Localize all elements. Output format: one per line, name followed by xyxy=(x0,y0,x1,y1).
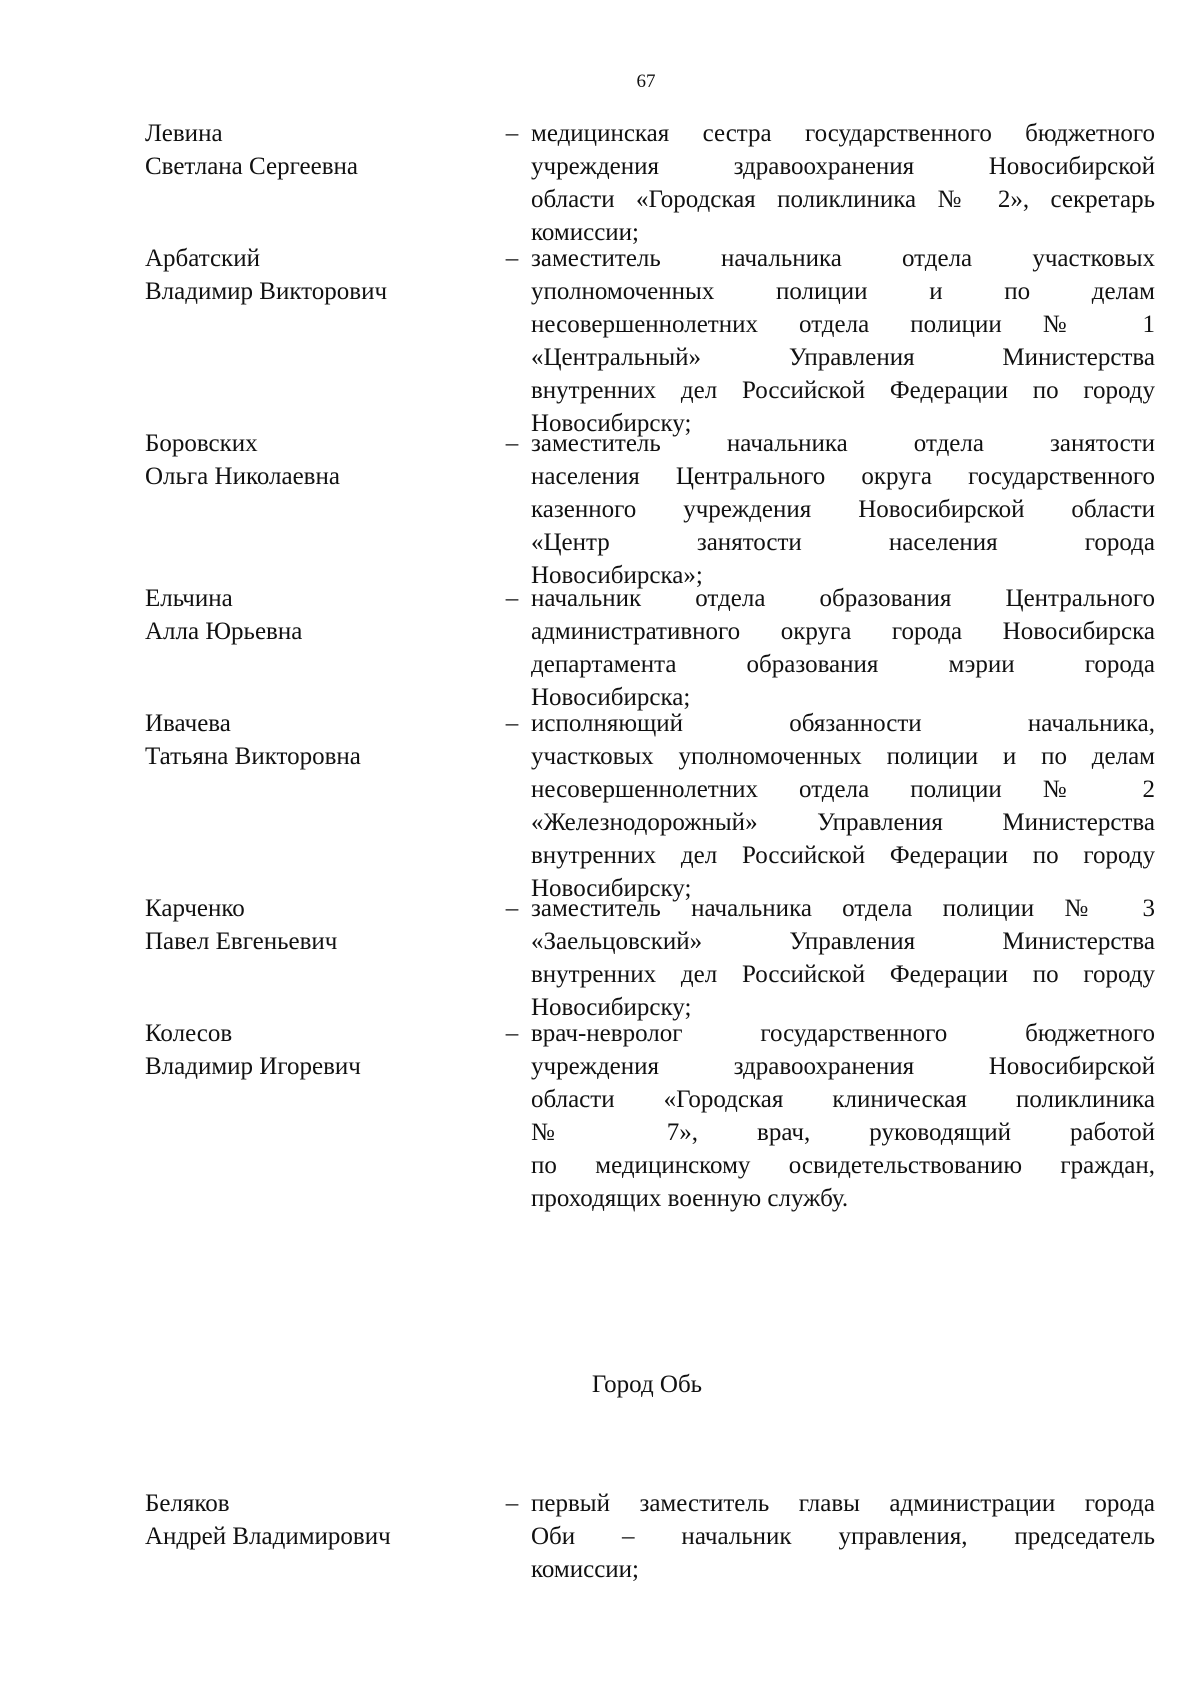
member-surname: Карченко xyxy=(145,895,245,922)
position-line: учреждения здравоохранения Новосибирской xyxy=(531,153,1155,180)
position-line: уполномоченных полиции и по делам xyxy=(531,278,1155,305)
member-position xyxy=(531,582,1155,714)
position-line: области «Городская клиническая поликлиника xyxy=(531,1086,1155,1113)
position-line: «Железнодорожный» Управления Министерства xyxy=(531,809,1155,836)
member-surname: Ивачева xyxy=(145,710,231,737)
position-line: врач-невролог государственного бюджетного xyxy=(531,1020,1155,1047)
position-line: Новосибирску; xyxy=(531,410,692,437)
member-name xyxy=(145,707,485,773)
position-line: Новосибирску; xyxy=(531,875,692,902)
member-position xyxy=(531,1487,1155,1586)
position-line: административного округа города Новосибирска xyxy=(531,618,1155,645)
member-position xyxy=(531,427,1155,592)
section-title: Город Обь xyxy=(591,1371,703,1398)
position-line: заместитель начальника отдела занятости xyxy=(531,430,1155,457)
position-line: Новосибирску; xyxy=(531,994,692,1021)
position-line: проходящих военную службу. xyxy=(531,1185,849,1212)
member-position xyxy=(531,117,1155,249)
position-line: комиссии; xyxy=(531,1556,639,1583)
separator-dash: – xyxy=(505,430,519,457)
member-given-names: Ольга Николаевна xyxy=(145,463,340,490)
position-line: Новосибирска»; xyxy=(531,562,703,589)
separator-dash: – xyxy=(505,585,519,612)
position-line: несовершеннолетних отдела полиции № 2 xyxy=(531,776,1155,803)
member-surname: Левина xyxy=(145,120,223,147)
member-surname: Арбатский xyxy=(145,245,260,272)
position-line: казенного учреждения Новосибирской области xyxy=(531,496,1155,523)
member-position xyxy=(531,707,1155,905)
position-line: исполняющий обязанности начальника, xyxy=(531,710,1155,737)
member-name xyxy=(145,1487,485,1553)
member-name xyxy=(145,892,485,958)
member-given-names: Владимир Игоревич xyxy=(145,1053,361,1080)
position-line: комиссии; xyxy=(531,219,639,246)
member-given-names: Алла Юрьевна xyxy=(145,618,303,645)
position-line: области «Городская поликлиника № 2», секретарь xyxy=(531,186,1155,213)
member-surname: Боровских xyxy=(145,430,258,457)
position-line: участковых уполномоченных полиции и по делам xyxy=(531,743,1155,770)
position-line: несовершеннолетних отдела полиции № 1 xyxy=(531,311,1155,338)
page-number: 67 xyxy=(636,71,656,92)
position-line: № 7», врач, руководящий работой xyxy=(531,1119,1155,1146)
member-position xyxy=(531,892,1155,1024)
member-name xyxy=(145,117,485,183)
separator-dash: – xyxy=(505,1020,519,1047)
separator-dash: – xyxy=(505,245,519,272)
position-line: населения Центрального округа государственного xyxy=(531,463,1155,490)
member-name xyxy=(145,242,485,308)
member-given-names: Павел Евгеньевич xyxy=(145,928,338,955)
position-line: «Центральный» Управления Министерства xyxy=(531,344,1155,371)
member-name xyxy=(145,1017,485,1083)
position-line: внутренних дел Российской Федерации по городу xyxy=(531,842,1155,869)
position-line: внутренних дел Российской Федерации по городу xyxy=(531,961,1155,988)
member-given-names: Светлана Сергеевна xyxy=(145,153,359,180)
member-surname: Колесов xyxy=(145,1020,233,1047)
member-position xyxy=(531,242,1155,440)
position-line: начальник отдела образования Центрального xyxy=(531,585,1155,612)
position-line: «Центр занятости населения города xyxy=(531,529,1155,556)
member-given-names: Татьяна Викторовна xyxy=(145,743,361,770)
position-line: Новосибирска; xyxy=(531,684,691,711)
member-surname: Беляков xyxy=(145,1490,230,1517)
position-line: заместитель начальника отдела полиции № 3 xyxy=(531,895,1155,922)
position-line: учреждения здравоохранения Новосибирской xyxy=(531,1053,1155,1080)
member-surname: Ельчина xyxy=(145,585,233,612)
member-name xyxy=(145,582,485,648)
separator-dash: – xyxy=(505,1490,519,1517)
position-line: медицинская сестра государственного бюджетного xyxy=(531,120,1155,147)
member-given-names: Андрей Владимирович xyxy=(145,1523,391,1550)
separator-dash: – xyxy=(505,895,519,922)
member-position xyxy=(531,1017,1155,1215)
member-given-names: Владимир Викторович xyxy=(145,278,388,305)
position-line: Оби – начальник управления, председатель xyxy=(531,1523,1155,1550)
position-line: «Заельцовский» Управления Министерства xyxy=(531,928,1155,955)
position-line: департамента образования мэрии города xyxy=(531,651,1155,678)
position-line: первый заместитель главы администрации города xyxy=(531,1490,1155,1517)
separator-dash: – xyxy=(505,120,519,147)
position-line: внутренних дел Российской Федерации по городу xyxy=(531,377,1155,404)
member-name xyxy=(145,427,485,493)
position-line: заместитель начальника отдела участковых xyxy=(531,245,1155,272)
separator-dash: – xyxy=(505,710,519,737)
position-line: по медицинскому освидетельствованию граждан, xyxy=(531,1152,1155,1179)
